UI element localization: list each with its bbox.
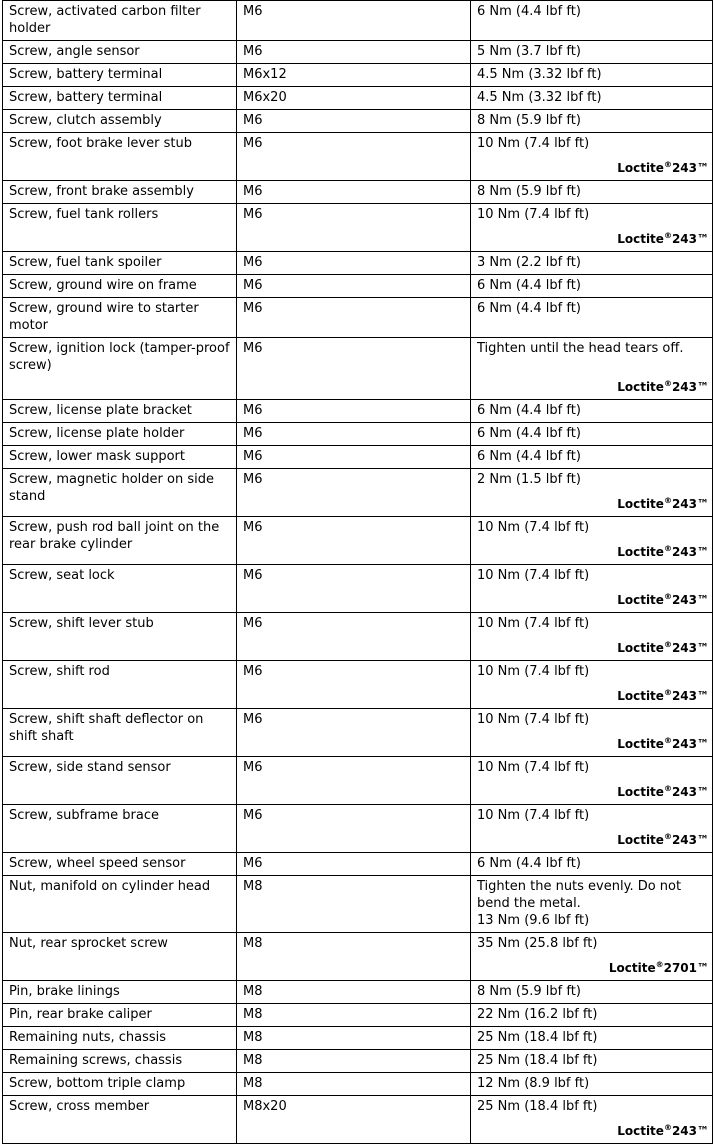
loctite-label — [477, 828, 709, 849]
component-name-cell: Screw, shift lever stub — [3, 613, 237, 661]
loctite-product: 243™ — [671, 833, 709, 847]
thread-cell: M6 — [237, 469, 471, 517]
registered-mark: ® — [663, 1123, 672, 1132]
component-name-cell: Screw, battery terminal — [3, 87, 237, 110]
registered-mark: ® — [663, 496, 672, 505]
thread-cell: M6 — [237, 517, 471, 565]
thread-cell: M6 — [237, 338, 471, 400]
component-name-cell: Screw, foot brake lever stub — [3, 133, 237, 181]
table-row — [3, 298, 713, 338]
table-row — [3, 64, 713, 87]
component-name-cell: Screw, battery terminal — [3, 64, 237, 87]
torque-value: 8 Nm (5.9 lbf ft) — [477, 184, 581, 199]
torque-value: 6 Nm (4.4 lbf ft) — [477, 301, 581, 316]
thread-cell: M8 — [237, 1027, 471, 1050]
torque-value: 6 Nm (4.4 lbf ft) — [477, 403, 581, 418]
table-row — [3, 517, 713, 565]
torque-cell — [471, 110, 713, 133]
loctite-label — [477, 227, 709, 248]
component-name-cell: Remaining nuts, chassis — [3, 1027, 237, 1050]
torque-cell — [471, 876, 713, 933]
thread-cell: M6 — [237, 565, 471, 613]
torque-cell — [471, 933, 713, 981]
torque-value: 10 Nm (7.4 lbf ft) — [477, 616, 590, 631]
torque-value: 25 Nm (18.4 lbf ft) — [477, 1030, 598, 1045]
loctite-label — [477, 732, 709, 753]
loctite-brand: Loctite — [617, 641, 664, 655]
loctite-product: 243™ — [671, 737, 709, 751]
torque-value: 5 Nm (3.7 lbf ft) — [477, 44, 581, 59]
component-name-cell: Nut, rear sprocket screw — [3, 933, 237, 981]
table-row — [3, 1004, 713, 1027]
torque-value: 6 Nm (4.4 lbf ft) — [477, 278, 581, 293]
table-row — [3, 853, 713, 876]
loctite-product: 243™ — [671, 380, 709, 394]
torque-cell — [471, 133, 713, 181]
loctite-product: 243™ — [671, 1124, 709, 1138]
thread-cell: M8x20 — [237, 1096, 471, 1144]
thread-cell: M8 — [237, 981, 471, 1004]
torque-value: 10 Nm (7.4 lbf ft) — [477, 664, 590, 679]
thread-cell: M6 — [237, 446, 471, 469]
component-name-cell: Screw, shift shaft deflector on shift shaft — [3, 709, 237, 757]
thread-cell: M6 — [237, 1, 471, 41]
torque-cell — [471, 298, 713, 338]
thread-cell: M8 — [237, 933, 471, 981]
thread-cell: M6 — [237, 613, 471, 661]
torque-value: 6 Nm (4.4 lbf ft) — [477, 4, 581, 19]
loctite-label — [477, 1119, 709, 1140]
torque-value: 10 Nm (7.4 lbf ft) — [477, 712, 590, 727]
torque-value: 10 Nm (7.4 lbf ft) — [477, 207, 590, 222]
torque-value: 6 Nm (4.4 lbf ft) — [477, 856, 581, 871]
thread-cell: M6x20 — [237, 87, 471, 110]
table-row — [3, 933, 713, 981]
component-name-cell: Screw, front brake assembly — [3, 181, 237, 204]
torque-cell — [471, 853, 713, 876]
torque-value: Tighten until the head tears off. — [477, 341, 684, 356]
torque-value: 25 Nm (18.4 lbf ft) — [477, 1099, 598, 1114]
torque-value: 10 Nm (7.4 lbf ft) — [477, 568, 590, 583]
torque-table — [2, 0, 713, 1144]
torque-value: 10 Nm (7.4 lbf ft) — [477, 136, 590, 151]
registered-mark: ® — [663, 379, 672, 388]
component-name-cell: Screw, subframe brace — [3, 805, 237, 853]
component-name-cell: Screw, angle sensor — [3, 41, 237, 64]
table-row — [3, 423, 713, 446]
component-name-cell: Pin, rear brake caliper — [3, 1004, 237, 1027]
torque-value: 2 Nm (1.5 lbf ft) — [477, 472, 581, 487]
thread-cell: M6 — [237, 133, 471, 181]
loctite-label — [477, 636, 709, 657]
torque-cell — [471, 1096, 713, 1144]
table-row — [3, 1, 713, 41]
torque-value: 22 Nm (16.2 lbf ft) — [477, 1007, 598, 1022]
torque-value: 10 Nm (7.4 lbf ft) — [477, 520, 590, 535]
loctite-label — [477, 780, 709, 801]
torque-cell — [471, 275, 713, 298]
torque-cell — [471, 252, 713, 275]
table-row — [3, 400, 713, 423]
torque-cell — [471, 613, 713, 661]
component-name-cell: Screw, ignition lock (tamper-proof screw) — [3, 338, 237, 400]
loctite-label — [477, 540, 709, 561]
component-name-cell: Screw, shift rod — [3, 661, 237, 709]
registered-mark: ® — [663, 832, 672, 841]
torque-cell — [471, 757, 713, 805]
table-row — [3, 87, 713, 110]
table-row — [3, 1050, 713, 1073]
component-name-cell: Screw, wheel speed sensor — [3, 853, 237, 876]
loctite-brand: Loctite — [617, 593, 664, 607]
torque-value: 35 Nm (25.8 lbf ft) — [477, 936, 598, 951]
torque-value: 8 Nm (5.9 lbf ft) — [477, 984, 581, 999]
torque-value: 12 Nm (8.9 lbf ft) — [477, 1076, 590, 1091]
torque-value: 8 Nm (5.9 lbf ft) — [477, 113, 581, 128]
component-name-cell: Pin, brake linings — [3, 981, 237, 1004]
table-row — [3, 275, 713, 298]
loctite-brand: Loctite — [617, 737, 664, 751]
torque-cell — [471, 805, 713, 853]
torque-cell — [471, 981, 713, 1004]
torque-cell — [471, 517, 713, 565]
torque-value: 4.5 Nm (3.32 lbf ft) — [477, 67, 602, 82]
torque-cell — [471, 1050, 713, 1073]
table-row — [3, 613, 713, 661]
component-name-cell: Remaining screws, chassis — [3, 1050, 237, 1073]
loctite-label — [477, 156, 709, 177]
table-row — [3, 661, 713, 709]
loctite-brand: Loctite — [617, 497, 664, 511]
torque-value: 13 Nm (9.6 lbf ft) — [477, 913, 590, 928]
table-row — [3, 1027, 713, 1050]
torque-cell — [471, 423, 713, 446]
thread-cell: M6 — [237, 661, 471, 709]
loctite-brand: Loctite — [617, 785, 664, 799]
thread-cell: M6 — [237, 298, 471, 338]
table-row — [3, 110, 713, 133]
thread-cell: M6 — [237, 204, 471, 252]
table-row — [3, 204, 713, 252]
component-name-cell: Screw, clutch assembly — [3, 110, 237, 133]
thread-cell: M6 — [237, 423, 471, 446]
component-name-cell: Screw, fuel tank rollers — [3, 204, 237, 252]
thread-cell: M8 — [237, 1050, 471, 1073]
registered-mark: ® — [663, 688, 672, 697]
loctite-product: 243™ — [671, 785, 709, 799]
thread-cell: M6 — [237, 110, 471, 133]
component-name-cell: Screw, bottom triple clamp — [3, 1073, 237, 1096]
thread-cell: M6x12 — [237, 64, 471, 87]
loctite-label — [477, 588, 709, 609]
torque-value: 3 Nm (2.2 lbf ft) — [477, 255, 581, 270]
component-name-cell: Screw, cross member — [3, 1096, 237, 1144]
torque-cell — [471, 204, 713, 252]
component-name-cell: Screw, push rod ball joint on the rear brake cylinder — [3, 517, 237, 565]
torque-cell — [471, 446, 713, 469]
registered-mark: ® — [663, 736, 672, 745]
torque-value: 4.5 Nm (3.32 lbf ft) — [477, 90, 602, 105]
loctite-brand: Loctite — [608, 961, 656, 975]
registered-mark: ® — [655, 960, 664, 969]
table-row — [3, 338, 713, 400]
registered-mark: ® — [663, 160, 672, 169]
registered-mark: ® — [663, 592, 672, 601]
table-row — [3, 981, 713, 1004]
torque-note: Tighten the nuts evenly. Do not bend the metal. — [477, 879, 682, 911]
thread-cell: M6 — [237, 853, 471, 876]
loctite-product: 243™ — [671, 689, 709, 703]
loctite-brand: Loctite — [617, 380, 664, 394]
loctite-product: 243™ — [671, 593, 709, 607]
table-row — [3, 41, 713, 64]
table-row — [3, 133, 713, 181]
loctite-product: 243™ — [671, 545, 709, 559]
table-row — [3, 1073, 713, 1096]
loctite-product: 243™ — [671, 641, 709, 655]
component-name-cell: Screw, fuel tank spoiler — [3, 252, 237, 275]
table-row — [3, 565, 713, 613]
loctite-product: 243™ — [671, 497, 709, 511]
loctite-brand: Loctite — [617, 161, 664, 175]
thread-cell: M8 — [237, 1073, 471, 1096]
thread-cell: M6 — [237, 805, 471, 853]
table-row — [3, 252, 713, 275]
table-row — [3, 446, 713, 469]
torque-value: 10 Nm (7.4 lbf ft) — [477, 760, 590, 775]
loctite-label — [477, 956, 709, 977]
torque-value: 6 Nm (4.4 lbf ft) — [477, 426, 581, 441]
component-name-cell: Screw, license plate bracket — [3, 400, 237, 423]
loctite-brand: Loctite — [617, 833, 664, 847]
thread-cell: M8 — [237, 1004, 471, 1027]
registered-mark: ® — [663, 640, 672, 649]
registered-mark: ® — [663, 544, 672, 553]
thread-cell: M6 — [237, 41, 471, 64]
torque-cell — [471, 565, 713, 613]
loctite-brand: Loctite — [617, 1124, 664, 1138]
component-name-cell: Screw, license plate holder — [3, 423, 237, 446]
torque-cell — [471, 1027, 713, 1050]
loctite-product: 243™ — [671, 232, 709, 246]
torque-cell — [471, 469, 713, 517]
component-name-cell: Nut, manifold on cylinder head — [3, 876, 237, 933]
thread-cell: M8 — [237, 876, 471, 933]
thread-cell: M6 — [237, 709, 471, 757]
component-name-cell: Screw, ground wire on frame — [3, 275, 237, 298]
loctite-brand: Loctite — [617, 689, 664, 703]
torque-value: 10 Nm (7.4 lbf ft) — [477, 808, 590, 823]
torque-value: 6 Nm (4.4 lbf ft) — [477, 449, 581, 464]
component-name-cell: Screw, lower mask support — [3, 446, 237, 469]
torque-cell — [471, 1073, 713, 1096]
loctite-product: 2701™ — [663, 961, 709, 975]
torque-cell — [471, 1, 713, 41]
thread-cell: M6 — [237, 181, 471, 204]
table-row — [3, 709, 713, 757]
torque-cell — [471, 1004, 713, 1027]
torque-cell — [471, 181, 713, 204]
torque-cell — [471, 87, 713, 110]
loctite-label — [477, 684, 709, 705]
component-name-cell: Screw, seat lock — [3, 565, 237, 613]
torque-value: 25 Nm (18.4 lbf ft) — [477, 1053, 598, 1068]
table-row — [3, 805, 713, 853]
loctite-label — [477, 492, 709, 513]
torque-cell — [471, 400, 713, 423]
thread-cell: M6 — [237, 252, 471, 275]
torque-cell — [471, 709, 713, 757]
torque-table-body — [3, 1, 713, 1144]
torque-cell — [471, 64, 713, 87]
component-name-cell: Screw, ground wire to starter motor — [3, 298, 237, 338]
component-name-cell: Screw, activated carbon filter holder — [3, 1, 237, 41]
torque-cell — [471, 41, 713, 64]
table-row — [3, 757, 713, 805]
component-name-cell: Screw, side stand sensor — [3, 757, 237, 805]
table-row — [3, 469, 713, 517]
loctite-brand: Loctite — [617, 232, 664, 246]
loctite-brand: Loctite — [617, 545, 664, 559]
torque-cell — [471, 661, 713, 709]
component-name-cell: Screw, magnetic holder on side stand — [3, 469, 237, 517]
loctite-product: 243™ — [671, 161, 709, 175]
table-row — [3, 876, 713, 933]
table-row — [3, 181, 713, 204]
registered-mark: ® — [663, 231, 672, 240]
table-row — [3, 1096, 713, 1144]
loctite-label — [477, 375, 709, 396]
registered-mark: ® — [663, 784, 672, 793]
thread-cell: M6 — [237, 757, 471, 805]
thread-cell: M6 — [237, 400, 471, 423]
thread-cell: M6 — [237, 275, 471, 298]
torque-cell — [471, 338, 713, 400]
